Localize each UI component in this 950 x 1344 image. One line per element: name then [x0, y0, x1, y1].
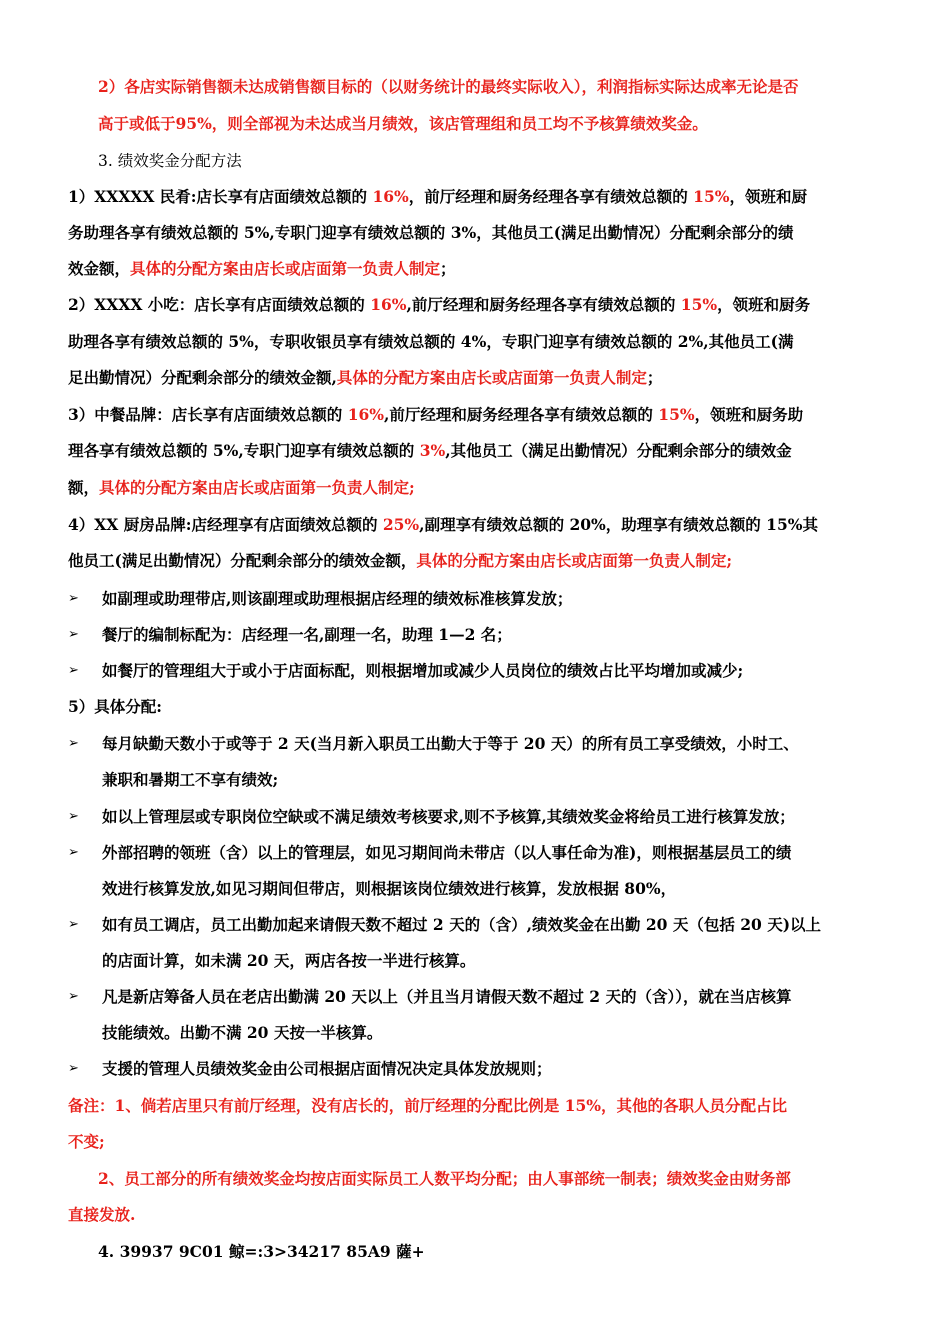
bullet-item-continuation: 的店面计算，如未满 20 天，两店各按一半进行核算。 — [102, 951, 476, 970]
bullet-item: 餐厅的编制标配为：店经理一名,副理一名，助理 1—2 名； — [102, 625, 512, 644]
paragraph-4-line2: 他员工(满足出勤情况）分配剩余部分的绩效金额，具体的分配方案由店长或店面第一负责人制定; — [68, 551, 733, 570]
bullet-item: 如餐厅的管理组大于或小于店面标配，则根据增加或减少人员岗位的绩效占比平均增加或减少; — [102, 661, 744, 680]
bullet-item: 如副理或助理带店,则该副理或助理根据店经理的绩效标准核算发放； — [102, 589, 573, 608]
arrow-bullet-icon: ➢ — [68, 663, 79, 678]
bullet-item: 每月缺勤天数小于或等于 2 天(当月新入职员工出勤大于等于 20 天）的所有员工享受绩效，小时工、 — [102, 734, 799, 753]
paragraph-3-line2: 理各享有绩效总额的 5%,专职门迎享有绩效总额的 3%,其他员工（满足出勤情况）分配剩余部分的绩效金 — [68, 441, 792, 460]
remark-1-line2: 不变; — [68, 1132, 105, 1151]
paragraph-4-line1: 4）XX 厨房品牌:店经理享有店面绩效总额的 25%,副理享有绩效总额的 20%，助理享有绩效总额的 15%其 — [68, 515, 818, 534]
paragraph-2-item-line3: 足出勤情况）分配剩余部分的绩效金额,具体的分配方案由店长或店面第一负责人制定； — [68, 368, 663, 387]
arrow-bullet-icon: ➢ — [68, 845, 79, 860]
arrow-bullet-icon: ➢ — [68, 809, 79, 824]
arrow-bullet-icon: ➢ — [68, 736, 79, 751]
remark-2-line1: 2、员工部分的所有绩效奖金均按店面实际员工人数平均分配；由人事部统一制表；绩效奖金由财务部 — [98, 1169, 791, 1188]
bullet-item-continuation: 技能绩效。出勤不满 20 天按一半核算。 — [102, 1023, 383, 1042]
bullet-item: 外部招聘的领班（含）以上的管理层，如见习期间尚未带店（以人事任命为准)，则根据基层员工的绩 — [102, 843, 792, 862]
bullet-item-continuation: 兼职和暑期工不享有绩效; — [102, 770, 279, 789]
paragraph-2-line2: 高于或低于95%，则全部视为未达成当月绩效，该店管理组和员工均不予核算绩效奖金。 — [98, 114, 708, 133]
remark-2-line2: 直接发放. — [68, 1205, 136, 1224]
paragraph-1-line2: 务助理各享有绩效总额的 5%,专职门迎享有绩效总额的 3%，其他员工(满足出勤情况）分配剩余部分的绩 — [68, 223, 794, 242]
paragraph-2-line1: 2）各店实际销售额未达成销售额目标的（以财务统计的最终实际收入），利润指标实际达成率无论是否 — [98, 77, 799, 96]
arrow-bullet-icon: ➢ — [68, 627, 79, 642]
remark-1-line1: 备注：1、倘若店里只有前厅经理，没有店长的，前厅经理的分配比例是 15%，其他的各职人员分配占比 — [68, 1096, 787, 1115]
subsection-5-heading: 5）具体分配: — [68, 697, 163, 716]
section-4-heading: 4. 39937 9C01 鲸=:3>34217 85A9 薩+ — [98, 1242, 425, 1261]
bullet-item: 支援的管理人员绩效奖金由公司根据店面情况决定具体发放规则； — [102, 1059, 552, 1078]
section-3-heading: 3. 绩效奖金分配方法 — [98, 152, 242, 170]
paragraph-2-item-line1: 2）XXXX 小吃：店长享有店面绩效总额的 16%,前厅经理和厨务经理各享有绩效总额的 15%，领班和厨务 — [68, 295, 811, 314]
paragraph-1-line1: 1）XXXXX 民肴:店长享有店面绩效总额的 16%，前厅经理和厨务经理各享有绩效总额的 15%，领班和厨 — [68, 187, 807, 206]
bullet-item-continuation: 效进行核算发放,如见习期间但带店，则根据该岗位绩效进行核算，发放根据 80%， — [102, 879, 677, 898]
arrow-bullet-icon: ➢ — [68, 917, 79, 932]
bullet-item: 如以上管理层或专职岗位空缺或不满足绩效考核要求,则不予核算,其绩效奖金将给员工进行核算发放； — [102, 807, 795, 826]
bullet-item: 如有员工调店，员工出勤加起来请假天数不超过 2 天的（含）,绩效奖金在出勤 20 天（包括 20 天)以上 — [102, 915, 822, 934]
paragraph-3-line3: 额，具体的分配方案由店长或店面第一负责人制定; — [68, 478, 415, 497]
arrow-bullet-icon: ➢ — [68, 591, 79, 606]
arrow-bullet-icon: ➢ — [68, 989, 79, 1004]
arrow-bullet-icon: ➢ — [68, 1061, 79, 1076]
paragraph-2-item-line2: 助理各享有绩效总额的 5%，专职收银员享有绩效总额的 4%，专职门迎享有绩效总额的 2%,其他员工(满 — [68, 332, 794, 351]
paragraph-1-line3: 效金额，具体的分配方案由店长或店面第一负责人制定； — [68, 259, 456, 278]
paragraph-3-line1: 3）中餐品牌：店长享有店面绩效总额的 16%,前厅经理和厨务经理各享有绩效总额的 15%，领班和厨务助 — [68, 405, 804, 424]
bullet-item: 凡是新店筹备人员在老店出勤满 20 天以上（并且当月请假天数不超过 2 天的（含）），就在当店核算 — [102, 987, 792, 1006]
